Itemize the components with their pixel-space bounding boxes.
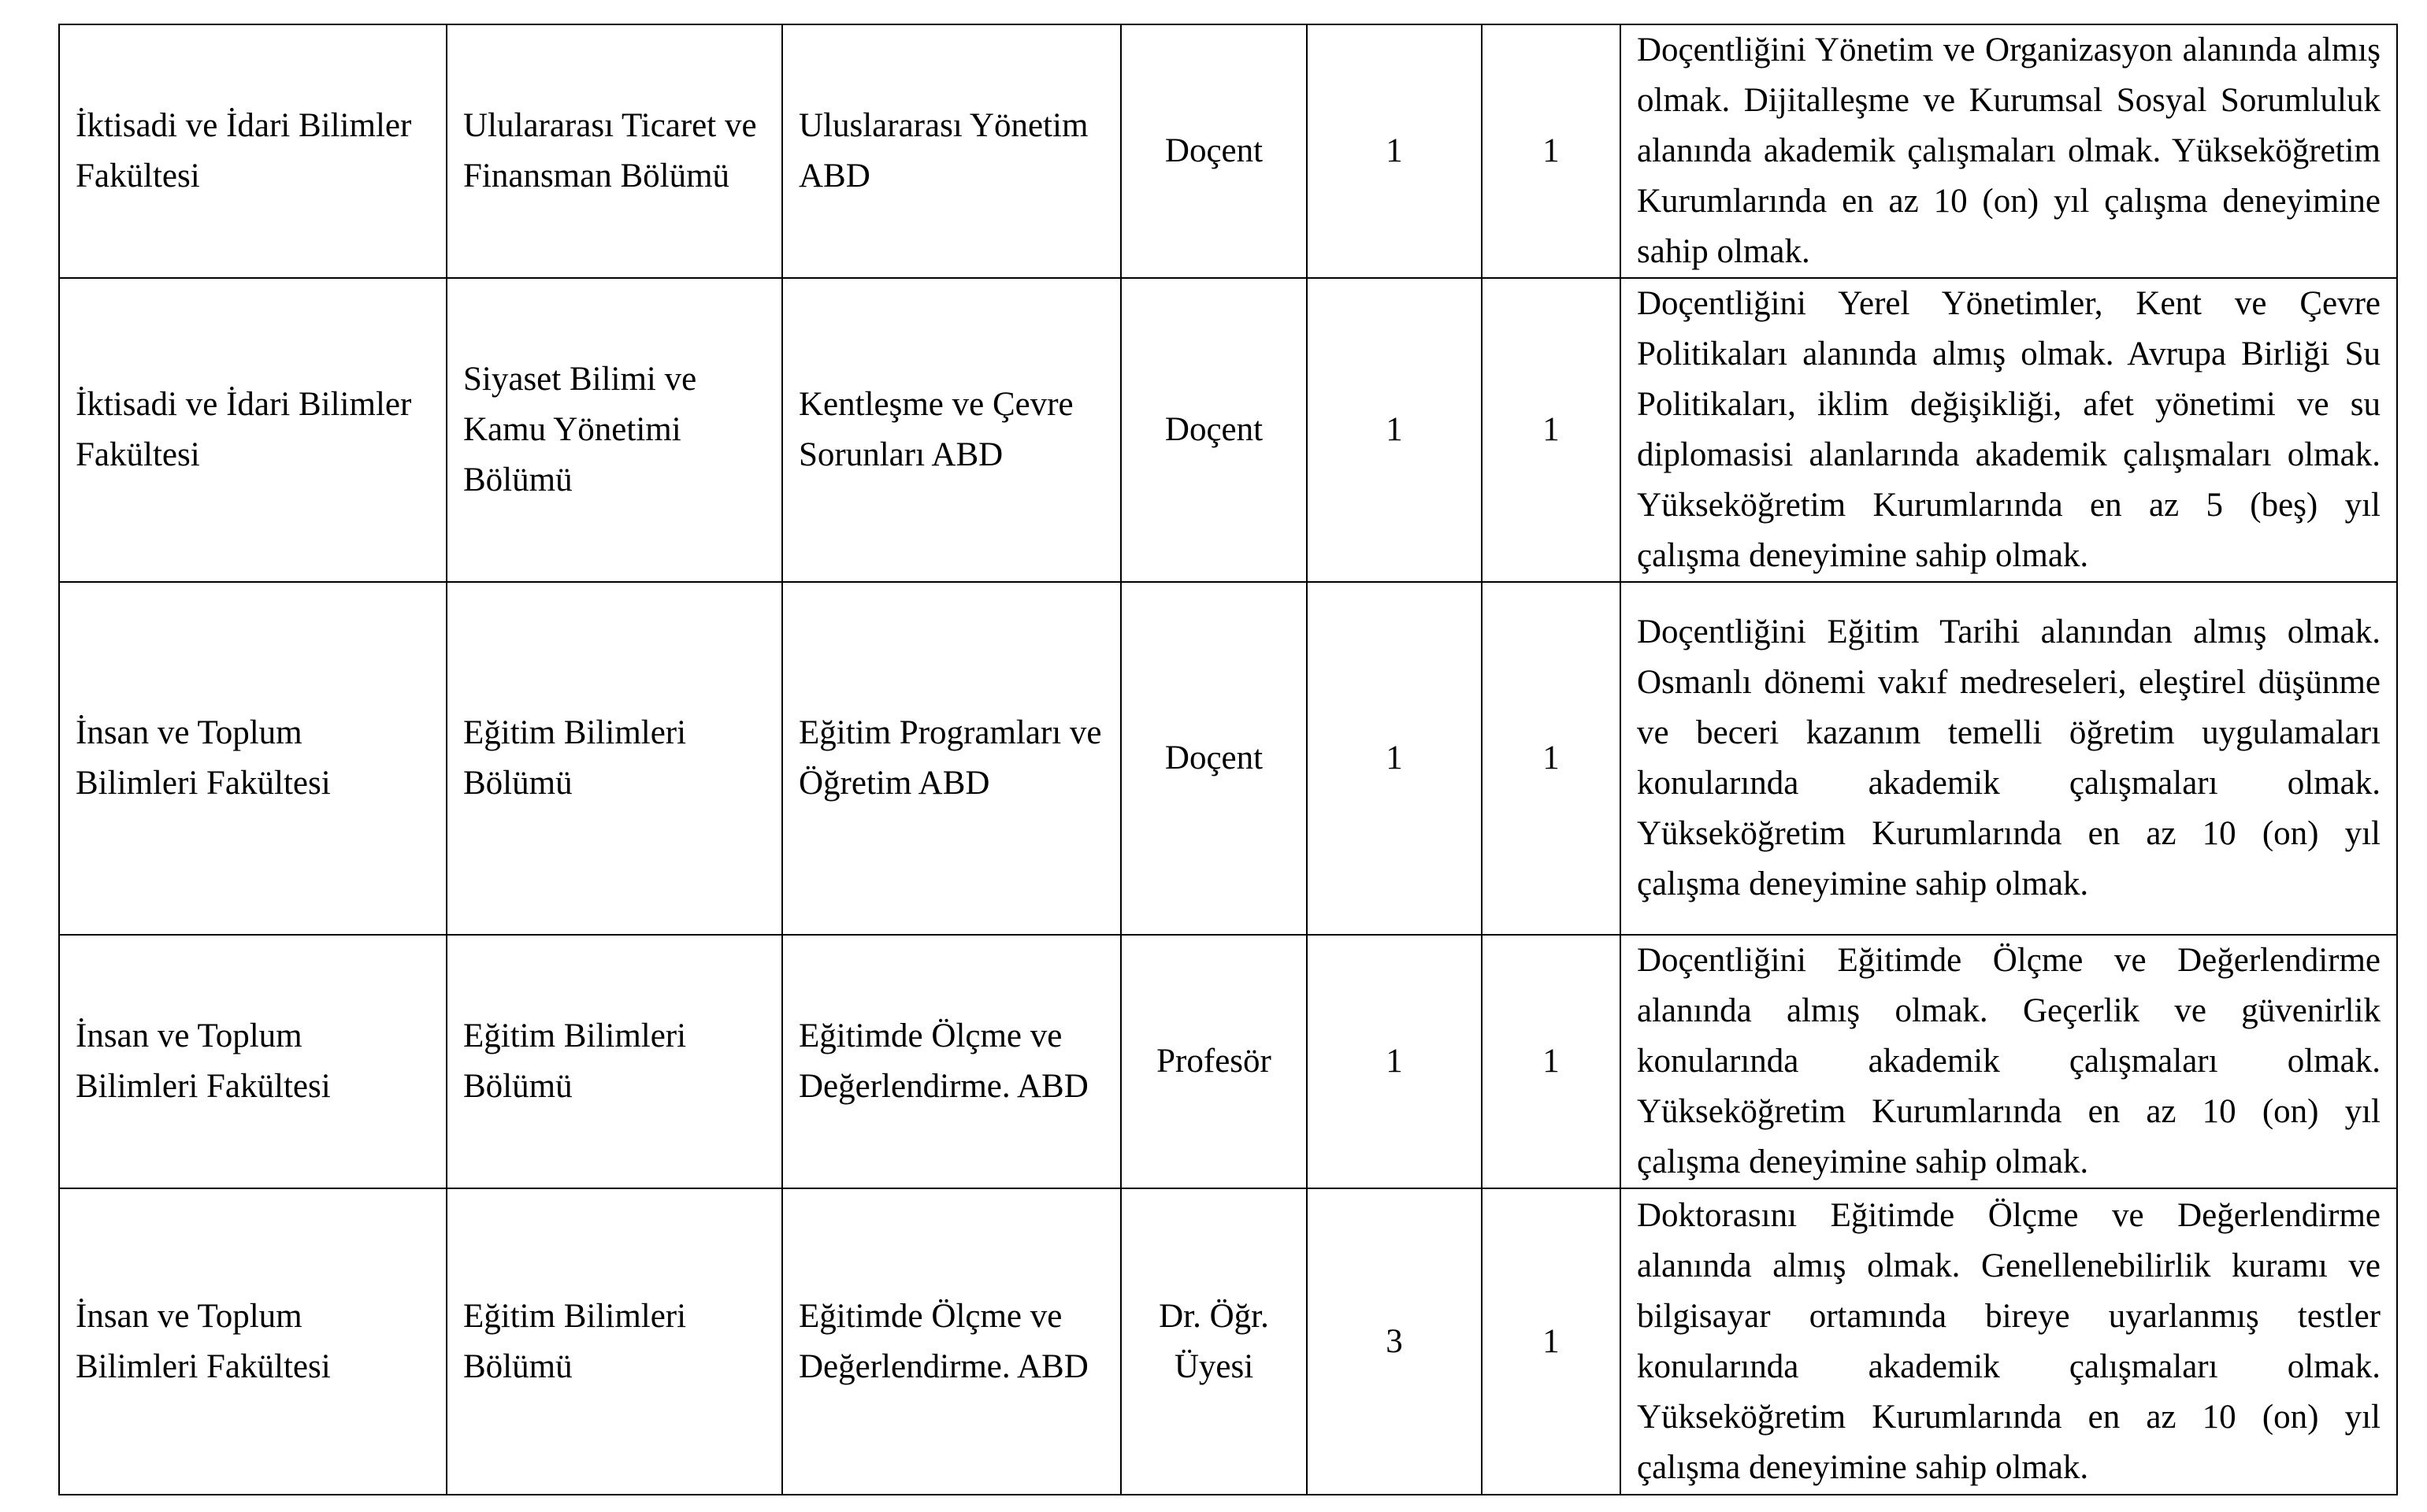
position-cell: 1 <box>1482 1188 1620 1495</box>
requirements-text: Doçentliğini Eğitim Tarihi alanından almış olmak. Osmanlı dönemi vakıf medreseleri, eleştirel düşünme ve beceri kazanım temelli öğretim uygulamaları konularında akademik çalışmaları olmak. Yükseköğretim Kurumlarında en az 10 (on) yıl çalışma deneyimine sahip olmak. <box>1637 613 2381 902</box>
title-cell: Profesör <box>1121 935 1307 1188</box>
table-row <box>59 582 2397 935</box>
requirements-cell <box>1620 278 2397 582</box>
table-row <box>59 1188 2397 1495</box>
requirements-cell <box>1620 935 2397 1188</box>
count-cell: 3 <box>1307 1188 1482 1495</box>
requirements-text: Doçentliğini Yönetim ve Organizasyon alanında almış olmak. Dijitalleşme ve Kurumsal Sosyal Sorumluluk alanında akademik çalışmaları olmak. Yükseköğretim Kurumlarında en az 10 (on) yıl çalışma deneyimine sahip olmak. <box>1637 32 2381 270</box>
department-cell: Eğitim Bilimleri Bölümü <box>447 1188 782 1495</box>
position-cell: 1 <box>1482 935 1620 1188</box>
title-cell: Doçent <box>1121 582 1307 935</box>
faculty-cell: İnsan ve Toplum Bilimleri Fakültesi <box>59 582 447 935</box>
abd-cell: Uluslararası Yönetim ABD <box>782 24 1121 278</box>
count-cell: 1 <box>1307 278 1482 582</box>
faculty-cell: İnsan ve Toplum Bilimleri Fakültesi <box>59 1188 447 1495</box>
count-cell: 1 <box>1307 24 1482 278</box>
position-cell: 1 <box>1482 278 1620 582</box>
requirements-text: Doçentliğini Yerel Yönetimler, Kent ve Çevre Politikaları alanında almış olmak. Avrupa Birliği Su Politikaları, iklim değişikliği, afet yönetimi ve su diplomasisi alanlarında akademik çalışmaları olmak. Yükseköğretim Kurumlarında en az 5 (beş) yıl çalışma deneyimine sahip olmak. <box>1637 285 2381 574</box>
abd-cell: Eğitimde Ölçme ve Değerlendirme. ABD <box>782 1188 1121 1495</box>
positions-table <box>58 24 2398 1495</box>
title-cell: Doçent <box>1121 278 1307 582</box>
requirements-text: Doçentliğini Eğitimde Ölçme ve Değerlendirme alanında almış olmak. Geçerlik ve güvenirlik konularında akademik çalışmaları olmak. Yükseköğretim Kurumlarında en az 10 (on) yıl çalışma deneyimine sahip olmak. <box>1637 942 2381 1180</box>
count-cell: 1 <box>1307 582 1482 935</box>
requirements-cell <box>1620 24 2397 278</box>
requirements-cell <box>1620 1188 2397 1495</box>
department-cell: Siyaset Bilimi ve Kamu Yönetimi Bölümü <box>447 278 782 582</box>
requirements-cell <box>1620 582 2397 935</box>
position-cell: 1 <box>1482 582 1620 935</box>
title-cell: Doçent <box>1121 24 1307 278</box>
position-cell: 1 <box>1482 24 1620 278</box>
faculty-cell: İktisadi ve İdari Bilimler Fakültesi <box>59 278 447 582</box>
table-row <box>59 935 2397 1188</box>
abd-cell: Kentleşme ve Çevre Sorunları ABD <box>782 278 1121 582</box>
department-cell: Eğitim Bilimleri Bölümü <box>447 935 782 1188</box>
department-cell: Ululararası Ticaret ve Finansman Bölümü <box>447 24 782 278</box>
abd-cell: Eğitimde Ölçme ve Değerlendirme. ABD <box>782 935 1121 1188</box>
count-cell: 1 <box>1307 935 1482 1188</box>
requirements-text: Doktorasını Eğitimde Ölçme ve Değerlendirme alanında almış olmak. Genellenebilirlik kuramı ve bilgisayar ortamında bireye uyarlanmış testler konularında akademik çalışmaları olmak. Yükseköğretim Kurumlarında en az 10 (on) yıl çalışma deneyimine sahip olmak. <box>1637 1196 2381 1486</box>
faculty-cell: İktisadi ve İdari Bilimler Fakültesi <box>59 24 447 278</box>
table-row <box>59 24 2397 278</box>
table-row <box>59 278 2397 582</box>
faculty-cell: İnsan ve Toplum Bilimleri Fakültesi <box>59 935 447 1188</box>
abd-cell: Eğitim Programları ve Öğretim ABD <box>782 582 1121 935</box>
department-cell: Eğitim Bilimleri Bölümü <box>447 582 782 935</box>
title-cell: Dr. Öğr. Üyesi <box>1121 1188 1307 1495</box>
